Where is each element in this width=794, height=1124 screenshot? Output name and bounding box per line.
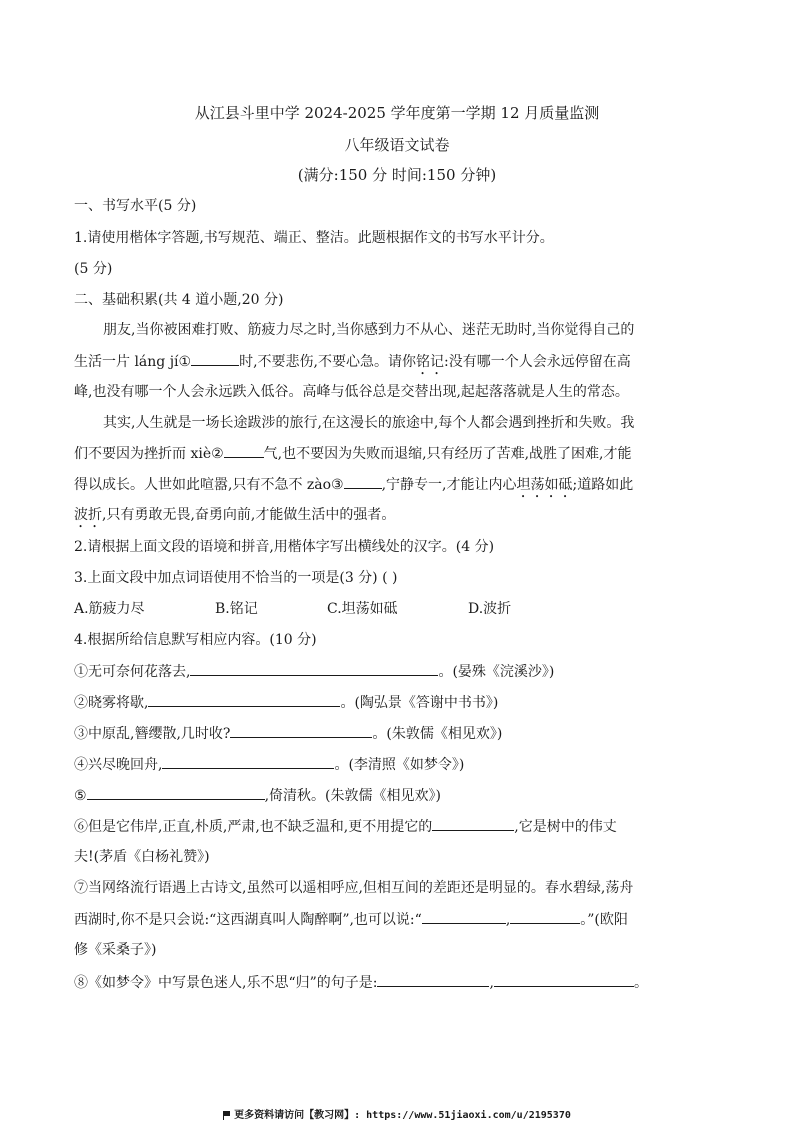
item-text: 。: [633, 975, 648, 991]
answer-blank[interactable]: [510, 909, 580, 924]
dictation-item: [74, 661, 554, 682]
dictation-item: [74, 692, 498, 713]
section1-heading: 一、书写水平(5 分): [74, 198, 197, 214]
section2-heading: 二、基础积累(共 4 道小题,20 分): [74, 292, 284, 308]
dictation-item: ⑦当网络流行语遇上古诗文,虽然可以遥相呼应,但相互间的差距还是明显的。春水碧绿,荡舟: [74, 880, 634, 896]
option-a[interactable]: A.筋疲力尽: [74, 601, 145, 617]
answer-blank[interactable]: [162, 754, 334, 769]
answer-blank[interactable]: [494, 972, 634, 987]
item-text: 西湖时,你不是只会说:“这西湖真叫人陶醉啊”,也可以说:“: [74, 912, 422, 928]
item-text: ⑤: [74, 788, 87, 804]
flag-icon: [223, 1111, 231, 1119]
passage-text: 们不要因为挫折而 xiè②: [74, 446, 224, 462]
answer-blank[interactable]: [432, 816, 514, 831]
passage-text: 得以成长。人世如此喧嚣,只有不急不 zào③: [74, 477, 344, 493]
option-d[interactable]: D.波折: [468, 601, 512, 617]
dotted-word: 波折: [74, 507, 102, 523]
item-text: ,: [489, 975, 494, 991]
question-1: 1.请使用楷体字答题,书写规范、端正、整洁。此题根据作文的书写水平计分。: [74, 230, 554, 246]
answer-blank[interactable]: [190, 661, 438, 676]
item-text: ④兴尽晚回舟,: [74, 757, 163, 773]
dictation-item: 修《采桑子》): [74, 942, 157, 958]
item-text: ②晓雾将歇,: [74, 695, 149, 711]
question-3: 3.上面文段中加点词语使用不恰当的一项是(3 分) ( ): [74, 570, 398, 586]
dictation-item: [74, 723, 502, 744]
passage-text: 生活一片 láng jí①: [74, 354, 192, 370]
question-1-score: (5 分): [74, 261, 113, 277]
exam-title: 从江县斗里中学 2024-2025 学年度第一学期 12 月质量监测: [194, 104, 600, 122]
answer-blank[interactable]: [422, 909, 506, 924]
passage-line: [74, 351, 631, 378]
dictation-item: [74, 754, 464, 775]
answer-blank[interactable]: [87, 785, 265, 800]
passage-text: ,只有勇敢无畏,奋勇向前,才能做生活中的强者。: [102, 507, 396, 523]
item-text: 。(晏殊《浣溪沙》): [438, 664, 555, 680]
passage-line: 峰,也没有哪一个人会永远跌入低谷。高峰与低谷总是交替出现,起起落落就是人生的常态。: [74, 384, 629, 400]
dictation-item: [74, 909, 628, 930]
passage-line: [74, 505, 395, 531]
passage-text: ,宁静专一,才能让内心: [381, 477, 517, 493]
exam-info: (满分:150 分 时间:150 分钟): [297, 166, 497, 184]
dictation-item: [74, 972, 648, 993]
passage-text: 时,不要悲伤,不要心急。请你: [239, 354, 416, 370]
passage-text: ;道路如此: [572, 477, 634, 493]
item-text: ③中原乱,簪缨散,几时收?: [74, 726, 231, 742]
dotted-word: 铭记: [415, 354, 444, 370]
item-text: 。(陶弘景《答谢中书书》): [340, 695, 499, 711]
option-b[interactable]: B.铭记: [215, 601, 258, 617]
item-text: 。(李清照《如梦令》): [334, 757, 465, 773]
question-4: 4.根据所给信息默写相应内容。(10 分): [74, 632, 317, 648]
dotted-word: 坦荡如砥: [516, 477, 573, 493]
passage-line: [74, 474, 633, 501]
passage-text: :没有哪一个人会永远停留在高: [443, 354, 631, 370]
passage-line: [74, 443, 631, 464]
dictation-item: [74, 785, 441, 806]
answer-blank[interactable]: [377, 972, 489, 987]
item-text: 。”(欧阳: [580, 912, 628, 928]
item-text: 。(朱敦儒《相见欢》): [372, 726, 503, 742]
blank-2[interactable]: [224, 443, 264, 458]
dictation-item: 夫!(茅盾《白杨礼赞》): [74, 849, 210, 865]
passage-line: 其实,人生就是一场长途跋涉的旅行,在这漫长的旅途中,每个人都会遇到挫折和失败。我: [103, 415, 635, 431]
passage-text: 气,也不要因为失败而退缩,只有经历了苦难,战胜了困难,才能: [263, 446, 632, 462]
blank-3[interactable]: [344, 474, 382, 489]
answer-blank[interactable]: [230, 723, 372, 738]
passage-line: 朋友,当你被困难打败、筋疲力尽之时,当你感到力不从心、迷茫无助时,当你觉得自己的: [103, 322, 635, 338]
answer-blank[interactable]: [148, 692, 340, 707]
item-text: ,它是树中的伟丈: [514, 819, 617, 835]
blank-1[interactable]: [191, 351, 239, 366]
item-text: ,: [505, 912, 511, 928]
footer-link[interactable]: 更多资料请访问【教习网】: https://www.51jiaoxi.com/u/2195370: [234, 1110, 571, 1121]
item-text: ⑥但是它伟岸,正直,朴质,严肃,也不缺乏温和,更不用提它的: [74, 819, 433, 835]
item-text: ,倚清秋。(朱敦儒《相见欢》): [264, 788, 441, 804]
option-c[interactable]: C.坦荡如砥: [327, 601, 398, 617]
exam-subtitle: 八年级语文试卷: [344, 136, 450, 154]
item-text: ⑧《如梦令》中写景色迷人,乐不思“归”的句子是:: [74, 975, 378, 991]
question-2: 2.请根据上面文段的语境和拼音,用楷体字写出横线处的汉字。(4 分): [74, 539, 495, 555]
dictation-item: [74, 816, 617, 837]
item-text: ①无可奈何花落去,: [74, 664, 191, 680]
footer: [0, 1106, 794, 1121]
